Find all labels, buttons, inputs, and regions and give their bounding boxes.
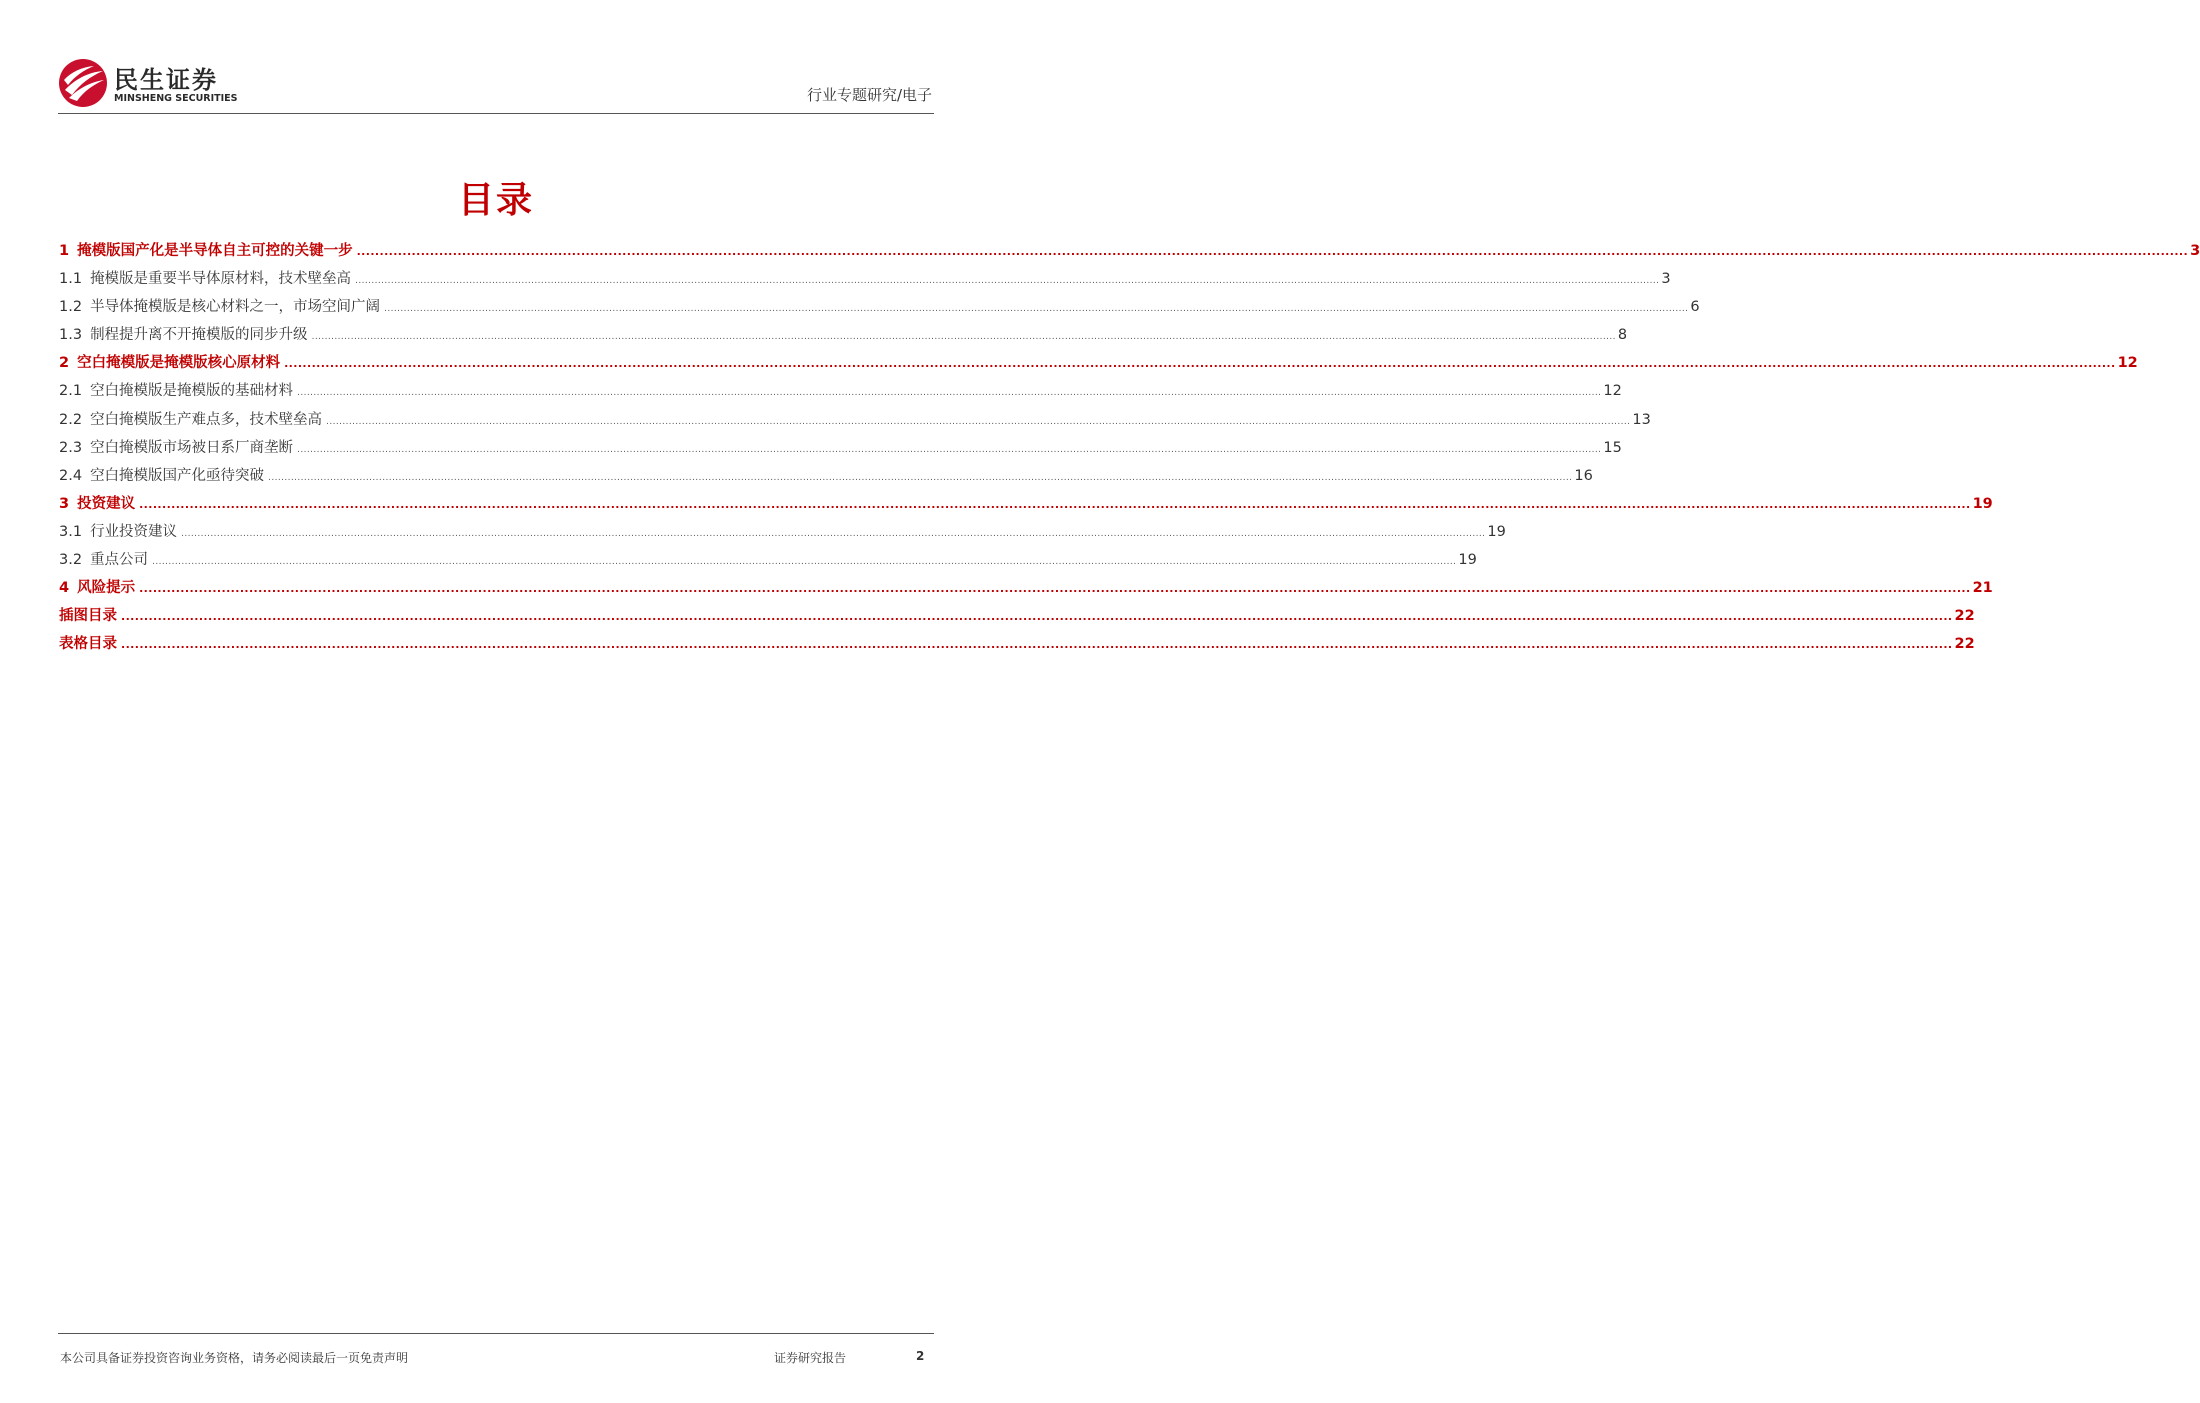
toc-dot-leader: ................................................................................................................................................................................................................................................................................................................................................................................................................ (152, 557, 1457, 568)
toc-entry-page: 16 (1574, 467, 1593, 484)
toc-entry[interactable] (59, 462, 1593, 490)
toc-entry-label: 空白掩模版生产难点多，技术壁垒高 (90, 411, 323, 428)
toc-dot-leader: ................................................................................................................................................................................................................................................................................................................................................................................................................ (139, 582, 1971, 596)
toc-entry[interactable] (59, 349, 2138, 377)
toc-entry[interactable] (59, 237, 2200, 265)
toc-entry-label: 制程提升离不开掩模版的同步升级 (90, 327, 308, 344)
toc-entry-number: 2.2 (59, 411, 83, 428)
toc-entry-label: 空白掩模版国产化亟待突破 (90, 467, 265, 484)
minsheng-logo-icon (58, 58, 108, 108)
toc-entry-page: 6 (1690, 299, 1700, 316)
toc-entry-label: 空白掩模版是掩模版核心原材料 (77, 355, 281, 372)
toc-entry-number: 1.3 (59, 327, 83, 344)
toc-entry-label: 空白掩模版是掩模版的基础材料 (90, 383, 294, 400)
toc-entry-label: 风险提示 (77, 580, 136, 597)
toc-entry-number: 2.1 (59, 383, 83, 400)
toc-entry[interactable] (59, 602, 1975, 630)
toc-entry-page: 21 (1972, 580, 1993, 597)
header-divider (58, 113, 934, 114)
brand-name-en: MINSHENG SECURITIES (114, 93, 238, 104)
toc-dot-leader: ................................................................................................................................................................................................................................................................................................................................................................................................................ (121, 638, 1953, 652)
toc-entry-number: 1.2 (59, 299, 83, 316)
toc-entry[interactable] (59, 321, 1628, 349)
toc-entry-number: 1.1 (59, 271, 83, 288)
toc-entry-label: 行业投资建议 (90, 523, 178, 540)
toc-entry-number: 2.4 (59, 467, 83, 484)
toc-dot-leader: ................................................................................................................................................................................................................................................................................................................................................................................................................ (284, 357, 2116, 371)
toc-entry[interactable] (59, 406, 1651, 434)
toc-entry-label: 重点公司 (90, 552, 149, 569)
brand-name-cn: 民生证券 (114, 66, 218, 94)
toc-entry-page: 22 (1954, 636, 1975, 653)
page-header (58, 54, 934, 114)
toc-entry-page: 8 (1617, 327, 1628, 344)
toc-dot-leader: ................................................................................................................................................................................................................................................................................................................................................................................................................ (268, 472, 1573, 483)
toc-entry-number: 1 (59, 243, 70, 259)
toc-entry-label: 掩模版是重要半导体原材料，技术壁垒高 (90, 271, 352, 288)
toc-entry-page: 12 (1603, 383, 1622, 400)
toc-entry[interactable] (59, 490, 1993, 518)
brand-logo (58, 58, 248, 108)
toc-entry-page: 3 (2190, 243, 2200, 259)
toc-entry-label: 空白掩模版市场被日系厂商垄断 (90, 439, 294, 456)
toc-entry-number: 2.3 (59, 439, 83, 456)
toc-entry-page: 19 (1458, 552, 1477, 569)
toc-dot-leader: ................................................................................................................................................................................................................................................................................................................................................................................................................ (121, 610, 1953, 624)
toc-entry-label: 半导体掩模版是核心材料之一，市场空间广阔 (90, 299, 381, 316)
toc-entry[interactable] (59, 434, 1622, 462)
toc-dot-leader: ................................................................................................................................................................................................................................................................................................................................................................................................................ (384, 304, 1689, 315)
toc-dot-leader: ................................................................................................................................................................................................................................................................................................................................................................................................................ (181, 528, 1486, 539)
toc-entry-label: 插图目录 (59, 608, 117, 625)
toc-entry[interactable] (59, 546, 1477, 574)
toc-entry-page: 12 (2117, 355, 2138, 372)
toc-entry-page: 19 (1972, 495, 1993, 512)
table-of-contents (59, 237, 2200, 658)
toc-entry[interactable] (59, 630, 1975, 658)
toc-entry-number: 4 (59, 580, 70, 597)
toc-entry-page: 13 (1632, 411, 1651, 428)
toc-entry-page: 19 (1487, 523, 1506, 540)
toc-entry-label: 掩模版国产化是半导体自主可控的关键一步 (77, 243, 353, 259)
toc-entry-label: 表格目录 (59, 636, 117, 653)
toc-dot-leader: ................................................................................................................................................................................................................................................................................................................................................................................................................ (139, 497, 1971, 511)
toc-entry-page: 3 (1661, 271, 1671, 288)
toc-entry[interactable] (59, 377, 1622, 405)
footer-page-number: 2 (916, 1349, 925, 1363)
toc-entry-number: 3 (59, 495, 70, 512)
footer-disclaimer: 本公司具备证券投资咨询业务资格，请务必阅读最后一页免责声明 (60, 1351, 409, 1365)
toc-entry-page: 15 (1603, 439, 1622, 456)
toc-dot-leader: ................................................................................................................................................................................................................................................................................................................................................................................................................ (297, 444, 1602, 455)
toc-entry[interactable] (59, 265, 1671, 293)
toc-dot-leader: ................................................................................................................................................................................................................................................................................................................................................................................................................ (355, 276, 1660, 287)
toc-dot-leader: ................................................................................................................................................................................................................................................................................................................................................................................................................ (311, 332, 1616, 343)
toc-entry-number: 3.2 (59, 552, 83, 569)
toc-entry-page: 22 (1954, 608, 1975, 625)
toc-dot-leader: ................................................................................................................................................................................................................................................................................................................................................................................................................ (326, 416, 1631, 427)
toc-entry-label: 投资建议 (77, 495, 136, 512)
footer-divider (58, 1333, 934, 1334)
toc-title: 目录 (457, 180, 534, 221)
toc-entry[interactable] (59, 293, 1700, 321)
toc-entry[interactable] (59, 518, 1506, 546)
toc-entry[interactable] (59, 574, 1993, 602)
toc-dot-leader: ................................................................................................................................................................................................................................................................................................................................................................................................................ (297, 388, 1602, 399)
report-category: 行业专题研究/电子 (806, 86, 932, 104)
footer-report-type: 证券研究报告 (774, 1351, 847, 1365)
toc-entry-number: 2 (59, 355, 70, 372)
toc-dot-leader: ................................................................................................................................................................................................................................................................................................................................................................................................................ (356, 245, 2189, 258)
toc-entry-number: 3.1 (59, 523, 83, 540)
